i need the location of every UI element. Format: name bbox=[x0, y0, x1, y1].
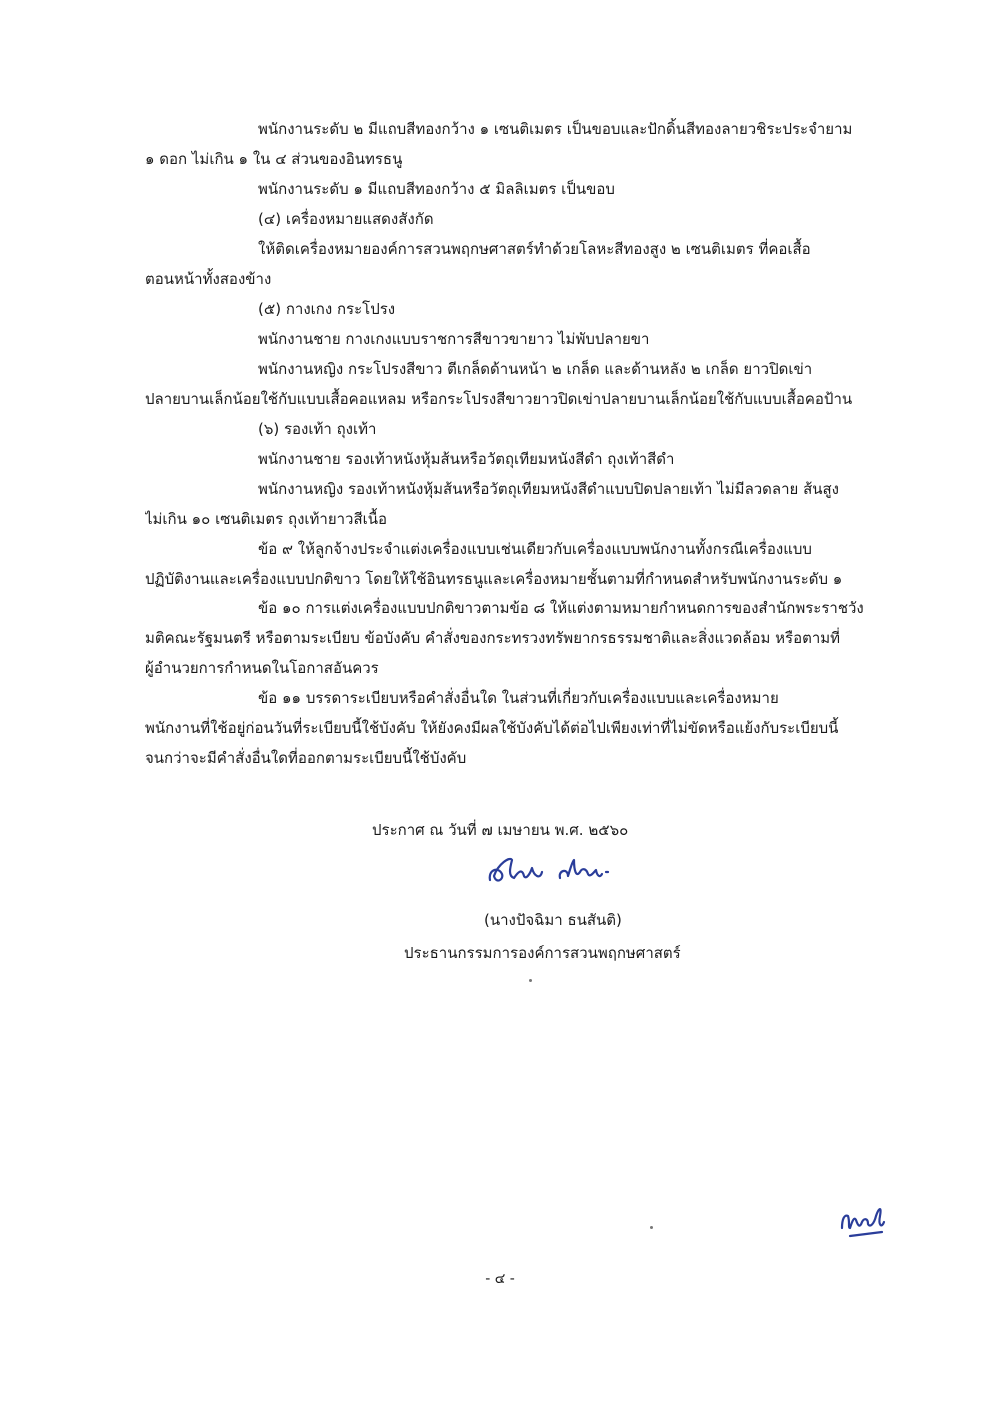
text-line: ข้อ ๙ ให้ลูกจ้างประจำแต่งเครื่องแบบเช่นเดียวกับเครื่องแบบพนักงานทั้งกรณีเครื่องแบบ bbox=[258, 540, 812, 558]
text-line: พนักงานหญิง กระโปรงสีขาว ตีเกล็ดด้านหน้า ๒ เกล็ด และด้านหลัง ๒ เกล็ด ยาวปิดเข่า bbox=[258, 360, 813, 378]
text-line: ตอนหน้าทั้งสองข้าง bbox=[145, 270, 272, 288]
text-line: จนกว่าจะมีคำสั่งอื่นใดที่ออกตามระเบียบนี้ใช้บังคับ bbox=[145, 749, 467, 767]
clause-9 bbox=[145, 534, 867, 594]
text-line: มติคณะรัฐมนตรี หรือตามระเบียบ ข้อบังคับ คำสั่งของกระทรวงทรัพยากรธรรมชาติและสิ่งแวดล้อม หรือตามที่ bbox=[145, 629, 841, 647]
text-line: (๖) รองเท้า ถุงเท้า bbox=[258, 420, 377, 438]
scan-speck bbox=[529, 979, 532, 982]
text-line: ข้อ ๑๐ การแต่งเครื่องแบบปกติขาวตามข้อ ๘ ให้แต่งตามหมายกำหนดการของสำนักพระราชวัง bbox=[258, 599, 864, 617]
text-line: ไม่เกิน ๑๐ เซนติเมตร ถุงเท้ายาวสีเนื้อ bbox=[145, 510, 388, 528]
text-line: พนักงานที่ใช้อยู่ก่อนวันที่ระเบียบนี้ใช้บังคับ ให้ยังคงมีผลใช้บังคับได้ต่อไปเพียงเท่าที่ไม่ขัดหรือแย้งกับระเบียบนี้ bbox=[145, 719, 839, 737]
text-line: พนักงานชาย กางเกงแบบราชการสีขาวขายาว ไม่พับปลายขา bbox=[258, 330, 650, 348]
page-number: - ๔ - bbox=[485, 1271, 515, 1287]
text-line: ให้ติดเครื่องหมายองค์การสวนพฤกษศาสตร์ทำด้วยโลหะสีทองสูง ๒ เซนติเมตร ที่คอเสื้อ bbox=[258, 240, 811, 258]
text-line: พนักงานระดับ ๑ มีแถบสีทองกว้าง ๕ มิลลิเมตร เป็นขอบ bbox=[258, 180, 615, 198]
text-line: ข้อ ๑๑ บรรดาระเบียบหรือคำสั่งอื่นใด ในส่วนที่เกี่ยวกับเครื่องแบบและเครื่องหมาย bbox=[258, 689, 779, 707]
announcement-date: ประกาศ ณ วันที่ ๗ เมษายน พ.ศ. ๒๕๖๐ bbox=[372, 821, 629, 839]
text-line: พนักงานหญิง รองเท้าหนังหุ้มส้นหรือวัตถุเทียมหนังสีดำแบบปิดปลายเท้า ไม่มีลวดลาย ส้นสูง bbox=[258, 480, 839, 498]
text-line: ๑ ดอก ไม่เกิน ๑ ใน ๔ ส่วนของอินทรธนู bbox=[145, 150, 403, 168]
clause-11 bbox=[145, 683, 867, 773]
signature bbox=[484, 846, 634, 896]
uniform-rules-section bbox=[145, 114, 867, 534]
text-line: ปฏิบัติงานและเครื่องแบบปกติขาว โดยให้ใช้อินทรธนูและเครื่องหมายชั้นตามที่กำหนดสำหรับพนักงานระดับ ๑ bbox=[145, 570, 843, 588]
clause-10 bbox=[145, 593, 867, 683]
text-line: (๔) เครื่องหมายแสดงสังกัด bbox=[258, 210, 434, 228]
initials-signature bbox=[836, 1194, 896, 1244]
text-line: ผู้อำนวยการกำหนดในโอกาสอันควร bbox=[145, 659, 379, 677]
signer-title: ประธานกรรมการองค์การสวนพฤกษศาสตร์ bbox=[404, 944, 681, 962]
text-line: ปลายบานเล็กน้อยใช้กับแบบเสื้อคอแหลม หรือกระโปรงสีขาวยาวปิดเข่าปลายบานเล็กน้อยใช้กับแบบเสื้อคอป้าน bbox=[145, 390, 853, 408]
text-line: พนักงานระดับ ๒ มีแถบสีทองกว้าง ๑ เซนติเมตร เป็นขอบและปักดิ้นสีทองลายวชิระประจำยาม bbox=[258, 120, 853, 138]
signer-name: (นางปัจฉิมา ธนสันติ) bbox=[484, 911, 622, 929]
scan-speck bbox=[650, 1226, 653, 1229]
text-line: พนักงานชาย รองเท้าหนังหุ้มส้นหรือวัตถุเทียมหนังสีดำ ถุงเท้าสีดำ bbox=[258, 450, 675, 468]
text-line: (๕) กางเกง กระโปรง bbox=[258, 300, 396, 318]
